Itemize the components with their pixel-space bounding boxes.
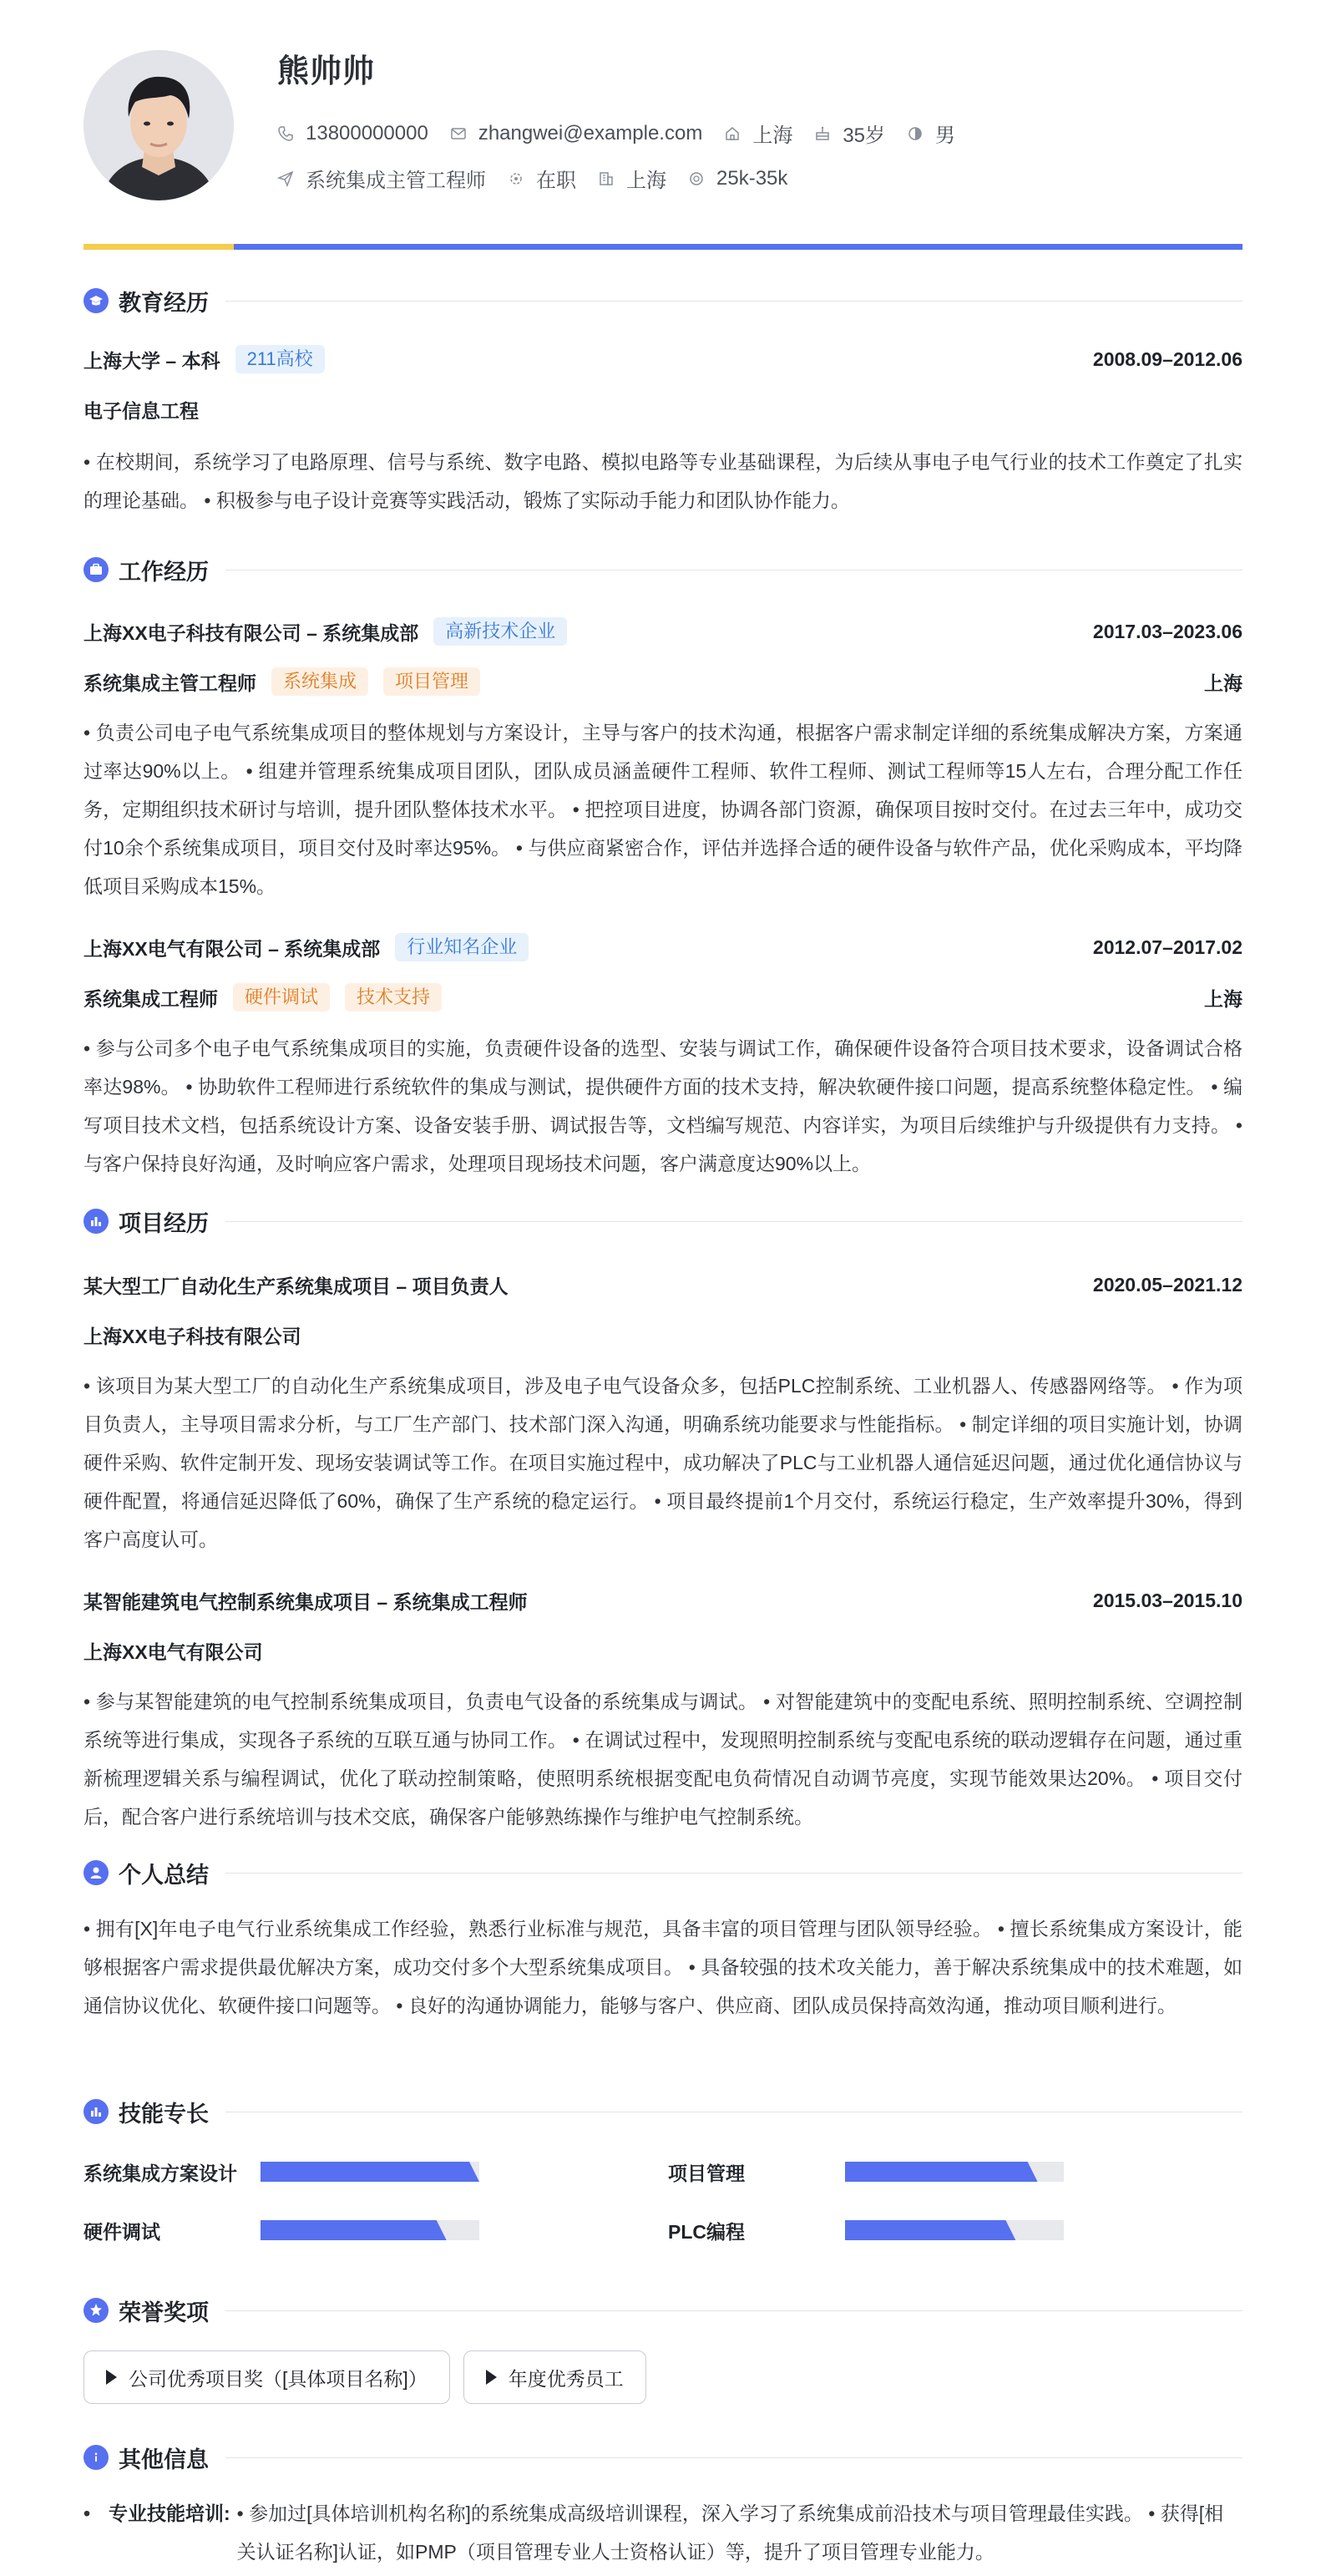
skill-name: PLC编程: [668, 2220, 745, 2243]
status-text: 在职: [536, 170, 576, 192]
role-row: [84, 665, 1242, 698]
role-tag: 硬件调试: [233, 983, 330, 1012]
play-icon: [106, 2370, 117, 2385]
work-header: [84, 615, 1242, 648]
city-item: [598, 164, 666, 193]
skill-track: [845, 2162, 1064, 2182]
work-period: 2017.03–2023.06: [1092, 620, 1242, 642]
other-section: [84, 2441, 1242, 2571]
section-title-text: 工作经历: [119, 559, 209, 585]
gender-icon: [907, 125, 924, 142]
skill-fill: [845, 2220, 1015, 2240]
bullet-icon: •: [84, 2502, 91, 2524]
position-item: [277, 164, 486, 193]
graduation-cap-icon: [84, 288, 109, 313]
section-line: [225, 2310, 1242, 2311]
skills-section: [84, 2095, 1242, 2250]
age-text: 35岁: [843, 124, 886, 147]
education-desc: • 在校期间，系统学习了电路原理、信号与系统、数字电路、模拟电路等专业基础课程，为后续从事电子电气行业的技术工作奠定了扎实的理论基础。 • 积极参与电子设计竞赛等实践活动，锻炼了实际动手能力和团队协作能力。: [84, 451, 1242, 511]
medal-icon: [84, 2298, 109, 2323]
role-name: 系统集成工程师: [84, 987, 218, 1010]
skill-name: 硬件调试: [84, 2220, 160, 2243]
project-period: 2020.05–2021.12: [1092, 1273, 1242, 1296]
section-title-summary: [84, 1856, 1242, 1889]
skill-item: [84, 2152, 668, 2192]
skill-item: [668, 2152, 1253, 2192]
age-item: [814, 119, 885, 148]
coin-icon: [688, 170, 705, 187]
school-tag: 211高校: [235, 345, 325, 373]
section-title-text: 技能专长: [119, 2101, 209, 2127]
work-desc: • 负责公司电子电气系统集成项目的整体规划与方案设计，主导与客户的技术沟通，根据客户需求制定详细的系统集成解决方案，方案通过率达90%以上。 • 组建并管理系统集成项目团队，团队成员涵盖硬件工程师、软件工程师、测试工程师等15人左右，合理分配工作任务，定期组织技术研讨与培训，提升团队整体技术水平。 • 把控项目进度，协调各部门资源，确保项目按时交付。在过去三年中，成功交付10余个系统集成项目，项目交付及时率达95%。 • 与供应商紧密合作，评估并选择合适的硬件设备与软件产品，优化采购成本，平均降低项目采购成本15%。: [84, 722, 1242, 897]
phone-icon: [277, 125, 294, 142]
briefcase-icon: [84, 557, 109, 582]
bar-chart-icon: [84, 2099, 109, 2124]
role-tag: 项目管理: [383, 667, 480, 696]
skill-fill: [261, 2162, 479, 2182]
header-divider: [84, 244, 1242, 250]
cake-icon: [814, 125, 831, 142]
phone-item: [277, 122, 428, 145]
candidate-name: 熊帅帅: [277, 54, 376, 89]
project-item: [84, 1268, 1242, 1559]
section-title-work: [84, 553, 1242, 586]
gender-text: 男: [935, 124, 956, 147]
project-header: [84, 1268, 1242, 1301]
avatar: [84, 50, 234, 200]
location-text: 上海: [752, 124, 793, 147]
section-title-text: 个人总结: [119, 1862, 209, 1888]
work-period: 2012.07–2017.02: [1092, 936, 1242, 958]
honors-section: [84, 2294, 1242, 2404]
work-header: [84, 931, 1242, 964]
role-tag: 系统集成: [271, 667, 368, 696]
gender-item: [907, 119, 955, 148]
skill-item: [668, 2210, 1253, 2250]
section-title-text: 其他信息: [119, 2447, 209, 2472]
location-item: [724, 119, 792, 148]
role-name: 系统集成主管工程师: [84, 672, 256, 694]
home-icon: [724, 125, 741, 142]
section-line: [225, 1873, 1242, 1874]
education-section: [84, 284, 1242, 520]
divider-blue: [234, 244, 1242, 250]
other-label: 专业技能培训:: [109, 2502, 230, 2524]
section-line: [225, 2457, 1242, 2458]
project-period: 2015.03–2015.10: [1092, 1589, 1242, 1611]
section-title-projects: [84, 1204, 1242, 1238]
company-name: 上海XX电气有限公司 – 系统集成部: [84, 937, 381, 960]
skill-fill: [261, 2220, 447, 2240]
project-company: 上海XX电子科技有限公司: [84, 1325, 301, 1347]
major-row: [84, 393, 1242, 426]
city-text: 上海: [626, 170, 666, 192]
skill-name: 项目管理: [668, 2162, 745, 2184]
project-name: 某大型工厂自动化生产系统集成项目 – 项目负责人: [84, 1275, 509, 1297]
resume-header: [84, 0, 1242, 251]
status-icon: [508, 170, 524, 187]
work-section: [84, 553, 1242, 1183]
play-icon: [486, 2370, 497, 2385]
honor-item: [84, 2350, 450, 2404]
section-title-text: 项目经历: [119, 1210, 209, 1236]
section-title-honors: [84, 2294, 1242, 2327]
honor-text: 年度优秀员工: [508, 2367, 624, 2390]
honors-list: [84, 2350, 1242, 2404]
company-name: 上海XX电子科技有限公司 – 系统集成部: [84, 621, 419, 644]
send-icon: [277, 170, 294, 187]
project-header: [84, 1584, 1242, 1617]
divider-yellow: [84, 244, 234, 250]
honor-text: 公司优秀项目奖（[具体项目名称]）: [129, 2367, 428, 2390]
info-icon: [84, 2445, 109, 2470]
email-item: [450, 122, 703, 145]
major-name: 电子信息工程: [84, 399, 199, 422]
user-icon: [84, 1860, 109, 1885]
email-text: zhangwei@example.com: [478, 121, 703, 145]
skill-item: [84, 2210, 668, 2250]
work-item: [84, 615, 1242, 905]
work-desc: • 参与公司多个电子电气系统集成项目的实施，负责硬件设备的选型、安装与调试工作，确保硬件设备符合项目技术要求，设备调试合格率达98%。 • 协助软件工程师进行系统软件的集成与测试，提供硬件方面的技术支持，解决软硬件接口问题，提高系统整体稳定性。 • 编写项目技术文档，包括系统设计方案、设备安装手册、调试报告等，文档编写规范、内容详实，为项目后续维护与升级提供有力支持。 • 与客户保持良好沟通，及时响应客户需求，处理项目现场技术问题，客户满意度达90%以上。: [84, 1037, 1242, 1174]
building-icon: [598, 170, 615, 187]
other-item: [84, 2494, 1242, 2571]
project-section: [84, 1204, 1242, 1836]
work-item: [84, 931, 1242, 1183]
section-line: [225, 1221, 1242, 1222]
section-line: [225, 301, 1242, 302]
contact-row: [277, 119, 977, 148]
skill-fill: [845, 2162, 1038, 2182]
skills-grid: [84, 2152, 1242, 2250]
project-desc: • 参与某智能建筑的电气控制系统集成项目，负责电气设备的系统集成与调试。 • 对智能建筑中的变配电系统、照明控制系统、空调控制系统等进行集成，实现各子系统的互联互通与协同工作。 • 在调试过程中，发现照明控制系统与变配电系统的联动逻辑存在问题，通过重新梳理逻辑关系与编程调试，优化了联动控制策略，使照明系统根据变配电负荷情况自动调节亮度，实现节能效果达20%。 • 项目交付后，配合客户进行系统培训与技术交底，确保客户能够熟练操作与维护电气控制系统。: [84, 1691, 1242, 1828]
job-row: [277, 164, 809, 193]
work-city: 上海: [1204, 672, 1242, 694]
project-company-row: [84, 1318, 1242, 1351]
project-company-row: [84, 1634, 1242, 1667]
honor-item: [463, 2350, 646, 2404]
salary-text: 25k-35k: [716, 166, 788, 190]
company-tag: 高新技术企业: [433, 617, 567, 646]
section-title-education: [84, 284, 1242, 317]
skill-track: [261, 2220, 479, 2240]
status-item: [508, 164, 576, 193]
project-item: [84, 1584, 1242, 1836]
project-desc: • 该项目为某大型工厂的自动化生产系统集成项目，涉及电子电气设备众多，包括PLC控制系统、工业机器人、传感器网络等。 • 作为项目负责人，主导项目需求分析，与工厂生产部门、技术部门深入沟通，明确系统功能要求与性能指标。 • 制定详细的项目实施计划，协调硬件采购、软件定制开发、现场安装调试等工作。在项目实施过程中，成功解决了PLC与工业机器人通信延迟问题，通过优化通信协议与硬件配置，将通信延迟降低了60%，确保了生产系统的稳定运行。 • 项目最终提前1个月交付，系统运行稳定，生产效率提升30%，得到客户高度认可。: [84, 1375, 1242, 1550]
portrait-icon: [84, 50, 234, 200]
school-name: 上海大学 – 本科: [84, 349, 220, 372]
project-name: 某智能建筑电气控制系统集成项目 – 系统集成工程师: [84, 1590, 528, 1613]
section-title-other: [84, 2441, 1242, 2474]
skill-track: [845, 2220, 1064, 2240]
project-company: 上海XX电气有限公司: [84, 1640, 263, 1663]
summary-desc: • 拥有[X]年电子电气行业系统集成工作经验，熟悉行业标准与规范，具备丰富的项目管理与团队领导经验。 • 擅长系统集成方案设计，能够根据客户需求提供最优解决方案，成功交付多个大型系统集成项目。 • 具备较强的技术攻关能力，善于解决系统集成中的技术难题，如通信协议优化、软硬件接口问题等。 • 良好的沟通协调能力，能够与客户、供应商、团队成员保持高效沟通，推动项目顺利进行。: [84, 1918, 1242, 2016]
phone-text: 13800000000: [306, 121, 428, 145]
salary-item: [688, 167, 787, 190]
section-title-skills: [84, 2095, 1242, 2128]
education-period: 2008.09–2012.06: [1092, 347, 1242, 370]
position-text: 系统集成主管工程师: [306, 170, 486, 192]
role-tag: 技术支持: [345, 983, 442, 1012]
education-header: [84, 342, 1242, 376]
other-desc: • 参加过[具体培训机构名称]的系统集成高级培训课程，深入学习了系统集成前沿技术与项目管理最佳实践。 • 获得[相关认证名称]认证，如PMP（项目管理专业人士资格认证）等，提升了项目管理专业能力。: [236, 2502, 1224, 2563]
section-title-text: 荣誉奖项: [119, 2300, 209, 2325]
skill-name: 系统集成方案设计: [84, 2162, 237, 2184]
company-tag: 行业知名企业: [395, 933, 529, 961]
mail-icon: [450, 125, 467, 142]
work-city: 上海: [1204, 987, 1242, 1010]
bar-chart-icon: [84, 1209, 109, 1234]
section-title-text: 教育经历: [119, 290, 209, 316]
role-row: [84, 981, 1242, 1014]
summary-section: [84, 1856, 1242, 2025]
skill-track: [261, 2162, 479, 2182]
